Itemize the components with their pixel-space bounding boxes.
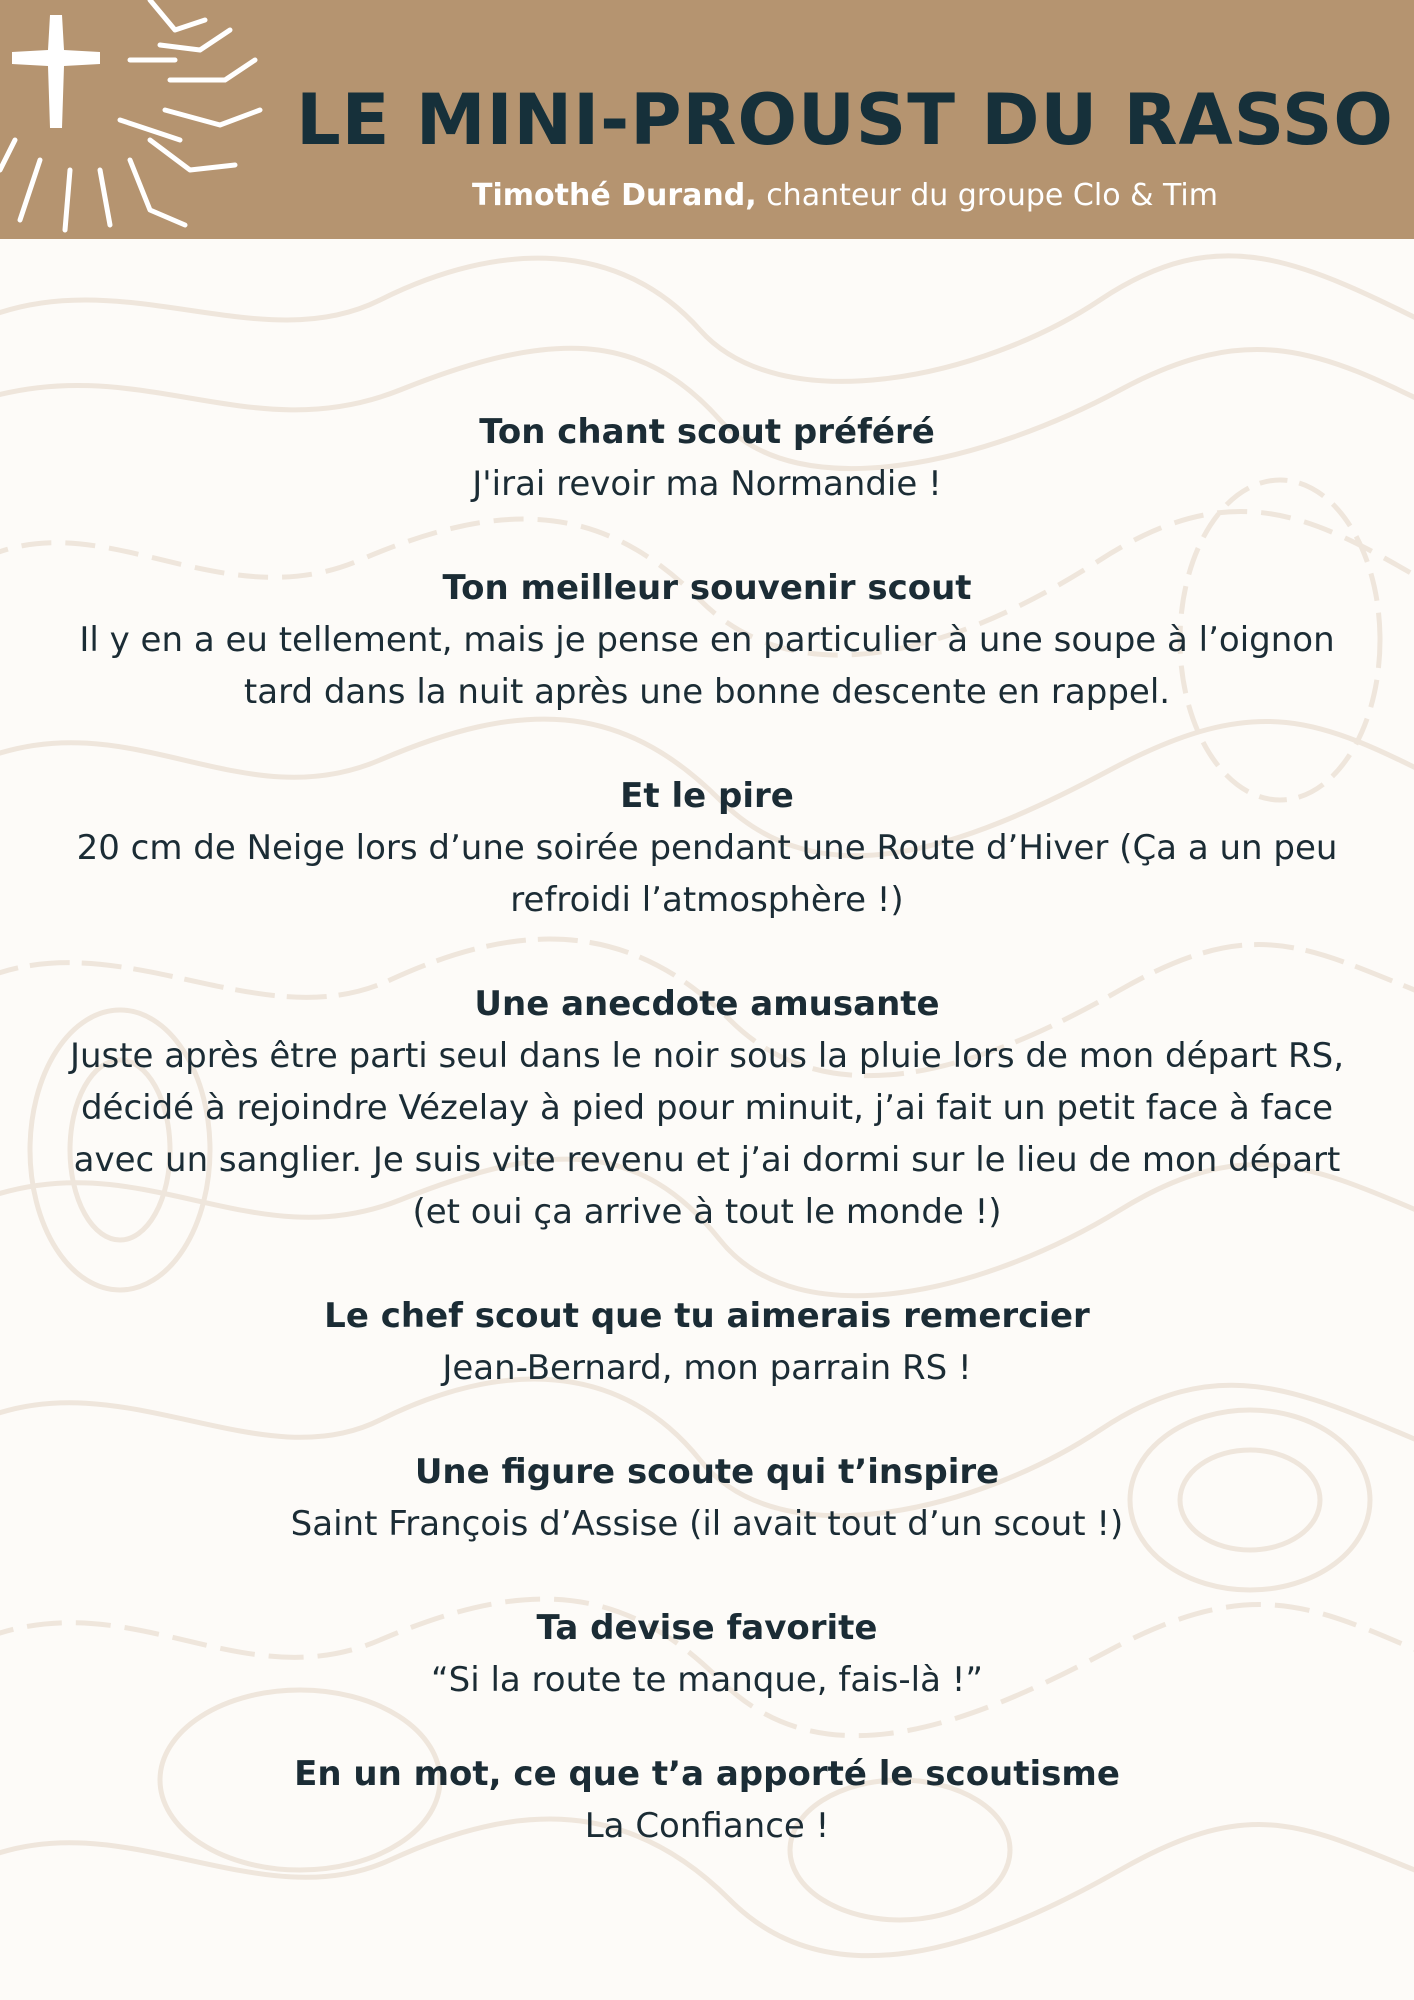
header-banner [0,0,1414,239]
answer: J'irai revoir ma Normandie ! [472,464,942,504]
qa-item [40,562,1374,718]
interviewee-role: chanteur du groupe Clo & Tim [756,178,1218,213]
question: Ta devise favorite [536,1608,878,1648]
qa-item [40,1748,1374,1852]
scout-cross-emblem-icon [0,0,290,239]
page-title: LE MINI-PROUST DU RASSO [296,79,1394,161]
answer: La Confiance ! [584,1806,830,1846]
answer: “Si la route te manque, fais-là !” [431,1660,983,1700]
questionnaire [40,406,1374,1904]
question: Et le pire [620,776,794,816]
interviewee-name: Timothé Durand, [472,178,757,213]
question: Ton chant scout préféré [479,412,935,452]
qa-item [40,1602,1374,1706]
answer: Jean-Bernard, mon parrain RS ! [442,1348,972,1388]
qa-item [40,1446,1374,1550]
question: Une anecdote amusante [474,984,940,1024]
answer: 20 cm de Neige lors d’une soirée pendant une Route d’Hiver (Ça a un peu refroidi l’atmosphère !) [76,828,1338,920]
answer: Juste après être parti seul dans le noir sous la pluie lors de mon départ RS, décidé à rejoindre Vézelay à pied pour minuit, j’ai fait un petit face à face avec un sanglier. Je suis vite revenu et j’ai dormi sur le lieu de mon départ (et oui ça arrive à tout le monde !) [69,1036,1345,1232]
question: Une figure scoute qui t’inspire [414,1452,1000,1492]
qa-item [40,406,1374,510]
page-subtitle [285,176,1405,216]
qa-item [40,1290,1374,1394]
question: En un mot, ce que t’a apporté le scoutisme [294,1754,1120,1794]
question: Ton meilleur souvenir scout [442,568,972,608]
question: Le chef scout que tu aimerais remercier [324,1296,1090,1336]
answer: Saint François d’Assise (il avait tout d’un scout !) [290,1504,1124,1544]
qa-item [40,978,1374,1238]
answer: Il y en a eu tellement, mais je pense en particulier à une soupe à l’oignon tard dans la nuit après une bonne descente en rappel. [79,620,1335,712]
qa-item [40,770,1374,926]
